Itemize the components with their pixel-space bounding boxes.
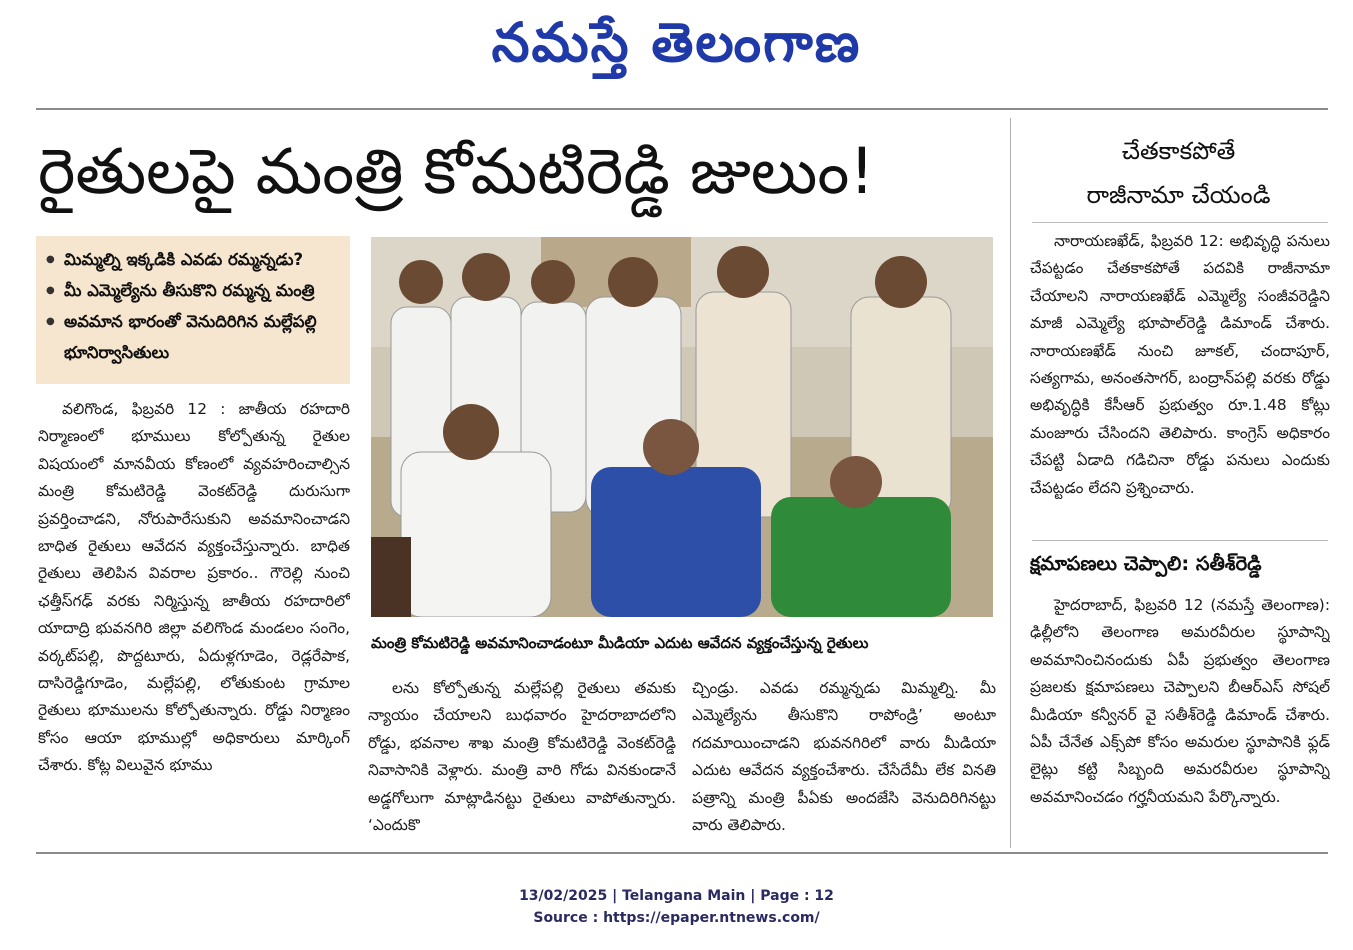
masthead-rule [36,108,1328,110]
footer-source: Source : https://epaper.ntnews.com/ [533,910,820,926]
news-photo [371,237,993,617]
side-story-1-headline: చేతకాకపోతే [1121,137,1236,165]
highlights-box [36,236,350,384]
side-story-1-headline-line2: రాజీనామా చేయండి [1086,181,1271,209]
main-story-column-1: వలిగొండ, ఫిబ్రవరి 12 : జాతీయ రహదారి నిర్మాణంలో భూములు కోల్పోతున్న రైతుల విషయంలో మానవీయ కోణంలో వ్యవహరించాల్సిన మంత్రి కోమటిరెడ్డి వెంకట్‌రెడ్డి దురుసుగా ప్రవర్తించాడని, నోరుపారేసుకుని అవమానించాడని బాధిత రైతులు ఆవేదన వ్యక్తంచేస్తున్నారు. బాధిత రైతులు తెలిపిన వివరాల ప్రకారం.. గౌరెల్లి నుంచి ఛత్తీస్‌గఢ్‌ వరకు నిర్మిస్తున్న జాతీయ రహదారిలో యాదాద్రి భువనగిరి జిల్లా వలిగొండ మండలం సంగెం, వర్కట్‌పల్లి, పొద్దటూరు, ఏదుళ్లగూడెం, రెడ్లరేపాక, దాసిరెడ్డిగూడెం, మల్లేపల్లి, లోతుకుంట గ్రామాల రైతులు భూములను కోల్పోతున్నారు. రోడ్డు నిర్మాణం కోసం ఆయా భూముల్లో అధికారులు మార్కింగ్‌ చేశారు. కోట్ల విలువైన భూము [38,400,350,775]
side-story-2-headline: క్షమాపణలు చెప్పాలి: సతీశ్‌రెడ్డి [1030,552,1262,575]
side-headline-rule [1032,222,1328,223]
highlight-item: ● మీ ఎమ్మెల్యేను తీసుకొని రమ్మన్న మంత్రి [46,275,340,306]
photo-caption: మంత్రి కోమటిరెడ్డి అవమానించాడంటూ మీడియా ఎదుట ఆవేదన వ్యక్తంచేస్తున్న రైతులు [371,634,869,652]
column-divider [1010,118,1011,848]
side-story-2-body: హైదరాబాద్‌, ఫిబ్రవరి 12 (నమస్తే తెలంగాణ): ఢిల్లీలోని తెలంగాణ అమరవీరుల స్థూపాన్ని అవమానించినందుకు ఏపీ ప్రభుత్వం తెలంగాణ ప్రజలకు క్షమాపణలు చెప్పాలని బీఆర్‌ఎస్‌ సోషల్‌ మీడియా కన్వీనర్‌ వై సతీశ్‌రెడ్డి డిమాండ్‌ చేశారు. ఏపీ చేనేత ఎక్స్‌పో కోసం అమరుల స్థూపానికి ఫ్లడ్‌ లైట్లు కట్టి సిబ్బంది అమరవీరుల స్థూపాన్ని అవమానించడం గర్హనీయమని పేర్కొన్నారు. [1030,596,1330,806]
highlight-item: ● మిమ్మల్ని ఇక్కడికి ఎవడు రమ్మన్నడు? [46,244,340,275]
footer-date-page: 13/02/2025 | Telangana Main | Page : 12 [519,888,834,904]
side-story-divider [1032,540,1328,541]
side-story-1-body: నారాయణఖేడ్‌, ఫిబ్రవరి 12: అభివృద్ధి పనులు చేపట్టడం చేతకాకపోతే పదవికి రాజీనామా చేయాలని నారాయణఖేడ్‌ ఎమ్మెల్యే సంజీవరెడ్డిని మాజీ ఎమ్మెల్యే భూపాల్‌రెడ్డి డిమాండ్‌ చేశారు. నారాయణఖేడ్‌ నుంచి జూకల్‌, చందాపూర్‌, సత్యగామ, అనంతసాగర్‌, బంద్రాన్‌పల్లి వరకు రోడ్డు అభివృద్ధికి కేసీఆర్‌ ప్రభుత్వం రూ.1.48 కోట్లు మంజూరు చేసిందని తెలిపారు. కాంగ్రెస్‌ అధికారం చేపట్టి ఏడాది గడిచినా రోడ్డు పనులు ఎందుకు చేపట్టడం లేదని ప్రశ్నించారు. [1030,232,1330,497]
main-story-column-2: లను కోల్పోతున్న మల్లేపల్లి రైతులు తమకు న్యాయం చేయాలని బుధవారం హైదరాబాదలోని రోడ్డు, భవనాల శాఖ మంత్రి కోమటిరెడ్డి వెంకట్‌రెడ్డి నివాసానికి వెళ్లారు. మంత్రి వారి గోడు వినకుండానే అడ్డగోలుగా మాట్లాడినట్టు రైతులు వాపోతున్నారు. ‘ఎందుకొ [368,679,676,835]
main-headline: రైతులపై మంత్రి కోమటిరెడ్డి జులుం! [38,135,875,208]
masthead-title: నమస్తే తెలంగాణ [491,10,862,74]
farmers-group-photo [371,237,993,617]
footer-rule [36,852,1328,854]
main-story-column-3: చ్చిండ్రు. ఎవడు రమ్మన్నడు మిమ్మల్ని. మీ ఎమ్మెల్యేను తీసుకొని రాపోండ్రి’ అంటూ గదమాయించాడని భువనగిరిలో వారు మీడియా ఎదుట ఆవేదన వ్యక్తంచేశారు. చేసేదేమీ లేక వినతి పత్రాన్ని మంత్రి పీఏకు అందజేసి వెనుదిరిగినట్టు వారు తెలిపారు. [692,679,996,835]
highlight-item: ● అవమాన భారంతో వెనుదిరిగిన మల్లేపల్లి భూనిర్వాసితులు [46,306,340,368]
